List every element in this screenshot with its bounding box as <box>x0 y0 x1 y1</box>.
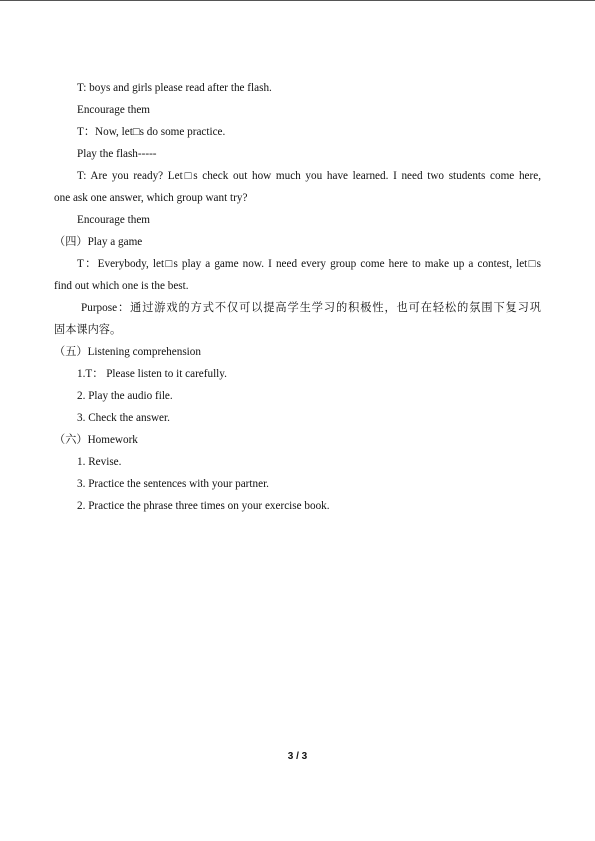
section-heading: （六）Homework <box>54 434 138 446</box>
text-line: 3. Practice the sentences with your partner. <box>77 478 269 490</box>
text-line: 1.T： Please listen to it carefully. <box>77 368 227 380</box>
text-line: Encourage them <box>77 214 150 226</box>
text-line: 固本课内容。 <box>54 324 122 336</box>
text-line: 2. Practice the phrase three times on your exercise book. <box>77 500 330 512</box>
text-line: Purpose：通过游戏的方式不仅可以提高学生学习的积极性，也可在轻松的氛围下复习巩 <box>81 302 541 314</box>
page-number: 3 / 3 <box>287 751 308 762</box>
text-line: Play the flash----- <box>77 148 157 160</box>
text-line: 2. Play the audio file. <box>77 390 173 402</box>
header-rule <box>0 0 595 1</box>
text-line: T: Are you ready? Let□s check out how much you have learned. I need two students come here, <box>77 170 541 182</box>
section-heading: （四）Play a game <box>54 236 143 248</box>
text-line: one ask one answer, which group want try? <box>54 192 248 204</box>
text-line: find out which one is the best. <box>54 280 189 292</box>
text-line: 3. Check the answer. <box>77 412 170 424</box>
text-line: T：Now, let□s do some practice. <box>77 126 226 138</box>
text-line: 1. Revise. <box>77 456 122 468</box>
text-line: T：Everybody, let□s play a game now. I need every group come here to make up a contest, let□s <box>77 258 541 270</box>
section-heading: （五）Listening comprehension <box>54 346 201 358</box>
text-line: Encourage them <box>77 104 150 116</box>
text-line: T: boys and girls please read after the flash. <box>77 82 272 94</box>
